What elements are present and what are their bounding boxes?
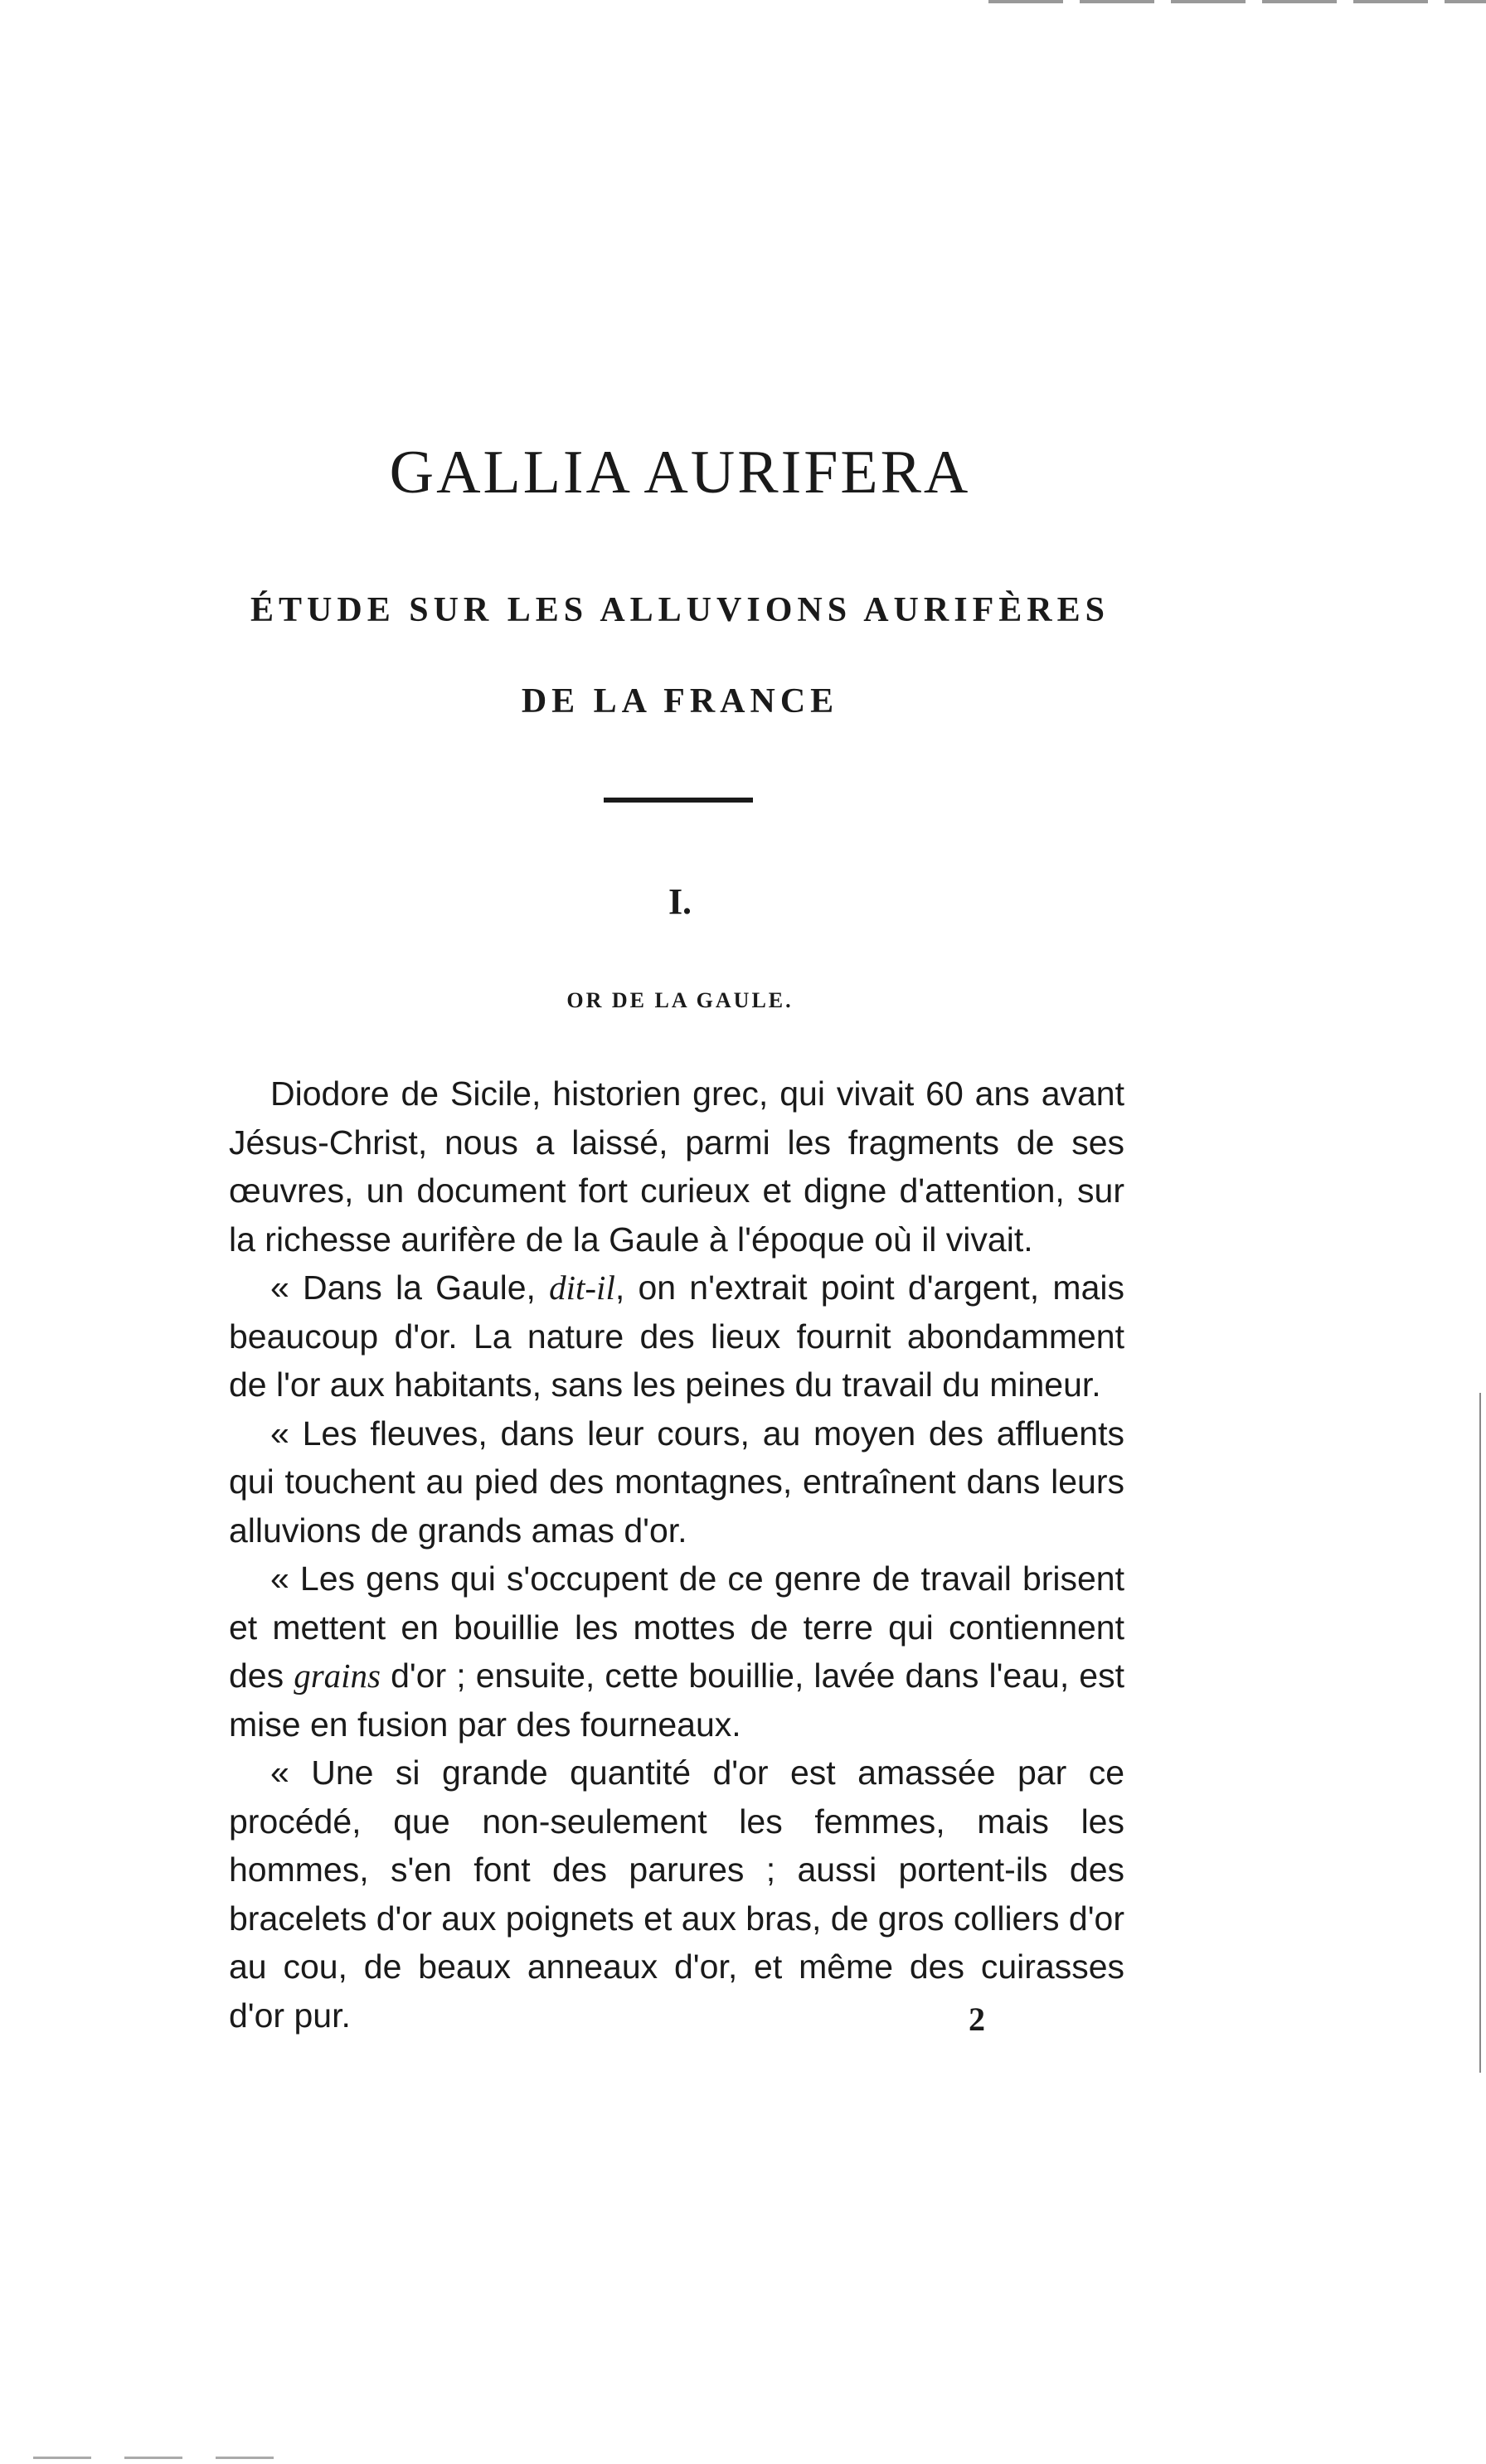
paragraph-5-text: « Une si grande quantité d'or est amassée par ce procédé, que non-seulement les femmes, mais les hommes, s'en font des parures ; aussi portent-ils des bracelets d'or aux poignets et aux bras, de gros colliers d'or au cou, de beaux anneaux d'or, et même des cuirasses d'or pur.	[229, 1753, 1124, 2035]
scan-edge-mark	[988, 0, 1486, 3]
section-number: I.	[668, 881, 692, 922]
paragraph-4-text-start: « Les gens qui s'occupent de ce genre de travail brisent et mettent en bouillie les mottes de terre qui contiennent des	[229, 1559, 1124, 1695]
paragraph-3	[229, 1409, 1124, 1555]
scan-edge-line	[1479, 1393, 1481, 2073]
paragraph-2-text-start: « Dans la Gaule,	[270, 1268, 550, 1307]
paragraph-5	[229, 1749, 1124, 2040]
subtitle-line-1: ÉTUDE SUR LES ALLUVIONS AURIFÈRES	[250, 591, 1110, 629]
paragraph-2-italic: dit-il	[549, 1268, 615, 1307]
paragraph-2	[229, 1264, 1124, 1409]
paragraph-4-italic: grains	[294, 1656, 381, 1695]
subtitle-line-2: DE LA FRANCE	[521, 682, 839, 720]
body-text	[229, 1070, 1124, 2040]
section-title: OR DE LA GAULE.	[566, 988, 794, 1012]
paragraph-1-text: Diodore de Sicile, historien grec, qui vivait 60 ans avant Jésus-Christ, nous a laissé, parmi les fragments de ses œuvres, un document fort curieux et digne d'attention, sur la richesse aurifère de la Gaule à l'époque où il vivait.	[229, 1074, 1124, 1259]
book-title: GALLIA AURIFERA	[389, 439, 971, 507]
paragraph-1	[229, 1070, 1124, 1264]
paragraph-4-text-end: d'or ; ensuite, cette bouillie, lavée dans l'eau, est mise en fusion par des fourneaux.	[229, 1656, 1125, 1744]
paragraph-3-text: « Les fleuves, dans leur cours, au moyen des affluents qui touchent au pied des montagnes, entraînent dans leurs alluvions de grands amas d'or.	[229, 1414, 1124, 1550]
page-number: 2	[969, 2001, 985, 2038]
paragraph-2-text-end: , on n'extrait point d'argent, mais beaucoup d'or. La nature des lieux fournit abondamment de l'or aux habitants, sans les peines du travail du mineur.	[229, 1268, 1124, 1404]
paragraph-4	[229, 1555, 1124, 1749]
scan-bottom-mark	[33, 2457, 299, 2459]
title-divider	[604, 798, 753, 803]
